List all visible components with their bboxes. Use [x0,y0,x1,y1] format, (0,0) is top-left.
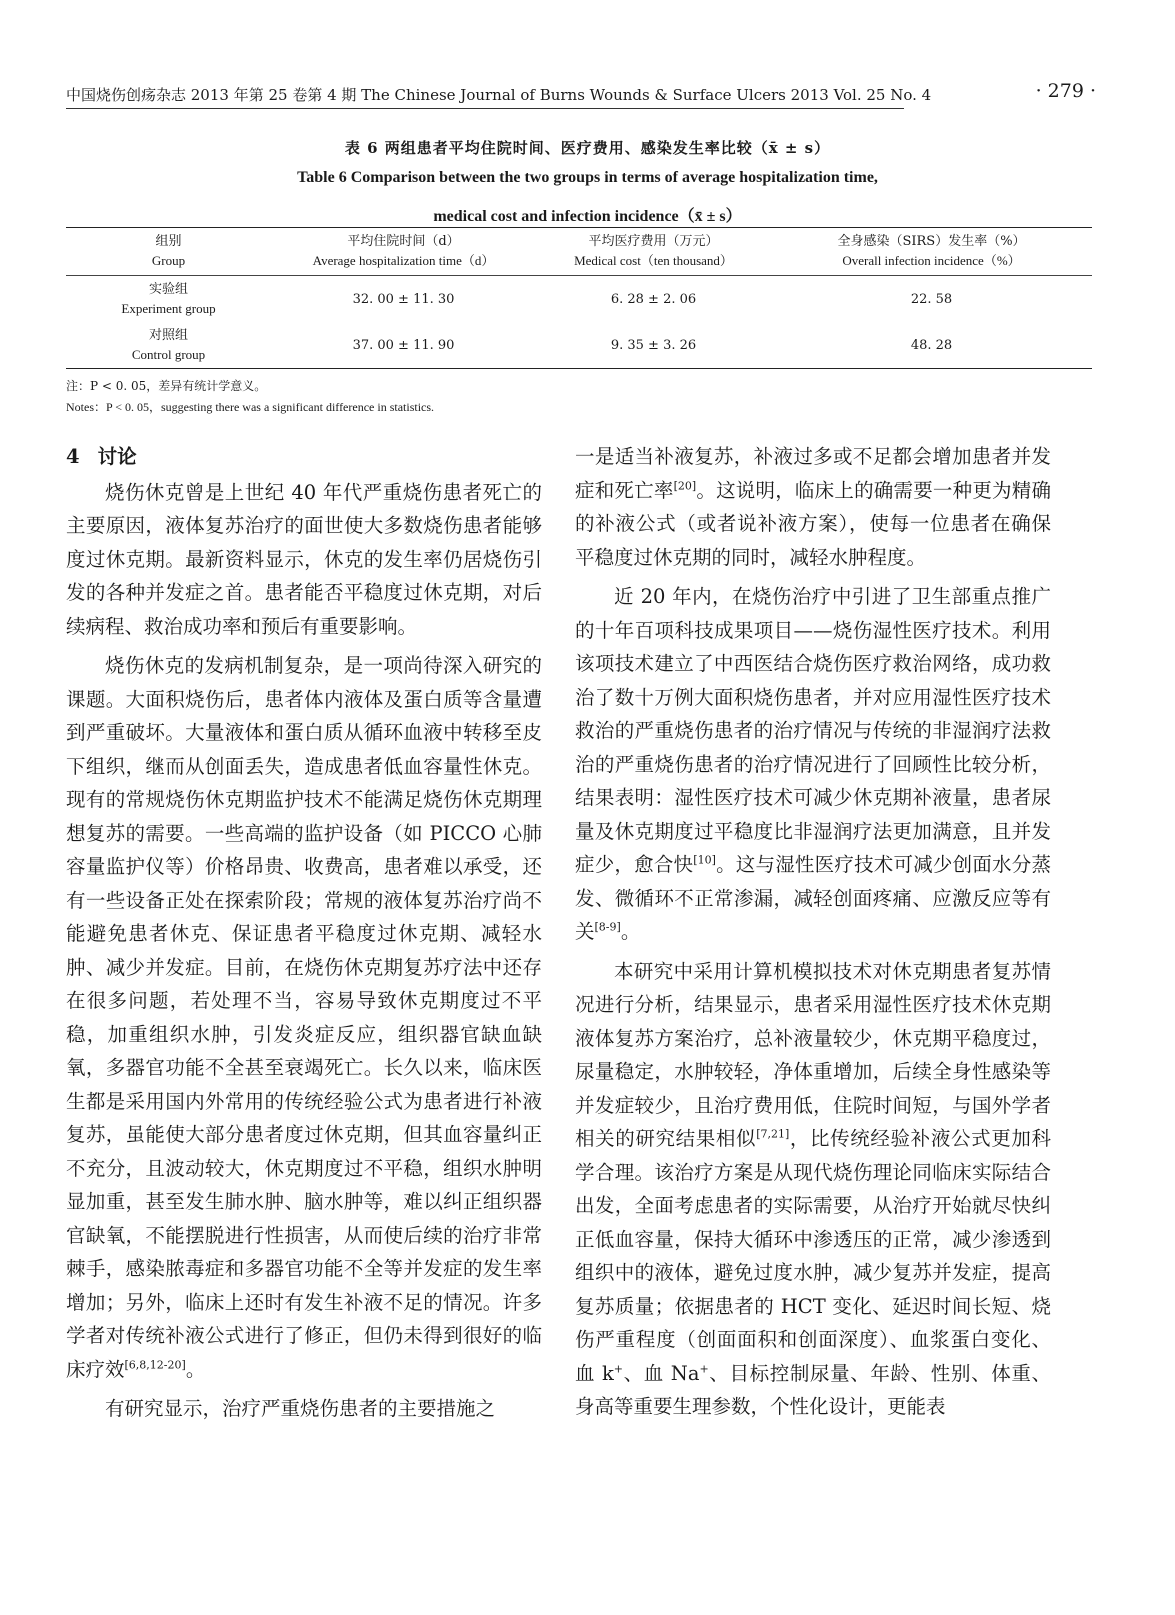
cell-group: 实验组 Experiment group [121,281,216,316]
paragraph: 本研究中采用计算机模拟技术对休克期患者复苏情况进行分析，结果显示，患者采用湿性医疗技术休克期液体复苏方案治疗，总补液量较少，休克期平稳度过，尿量稳定，水肿较轻，净体重增加，后续全身性感染等并发症较少，且治疗费用低，住院时间短，与国外学者相关的研究结果相似[7,21]，比传统经验补液公式更加科学合理。该治疗方案是从现代烧伤理论同临床实际结合出发，全面考虑患者的实际需要，从治疗开始就尽快纠正低血容量，保持大循环中渗透压的正常，减少渗透到组织中的液体，避免过度水肿，减少复苏并发症，提高复苏质量；依据患者的 HCT 变化、延迟时间长短、烧伤严重程度（创面面积和创面深度）、血浆蛋白变化、血 k+、血 Na+、目标控制尿量、年龄、性别、体重、身高等重要生理参数，个性化设计，更能表 [575,959,1051,1418]
journal-header-text: 中国烧伤创疡杂志 2013 年第 25 卷第 4 期 The Chinese Journal of Burns Wounds & Surface Ulcers 2013 Vol. 25 No. 4 [66,86,932,104]
paragraph: 烧伤休克曾是上世纪 40 年代严重烧伤患者死亡的主要原因，液体复苏治疗的面世使大多数烧伤患者能够度过休克期。最新资料显示，休克的发生率仍居烧伤引发的各种并发症之首。患者能否平稳度过休克期，对后续病程、救治成功率和预后有重要影响。 [66,480,542,638]
superscript-plus: + [613,1362,624,1375]
citation: [10] [693,853,716,867]
page-number: · 279 · [1035,80,1096,102]
citation: [7,21] [756,1127,790,1141]
table-header-row [66,228,1092,276]
paragraph: 近 20 年内，在烧伤治疗中引进了卫生部重点推广的十年百项科技成果项目——烧伤湿性医疗技术。利用该项技术建立了中西医结合烧伤医疗救治网络，成功救治了数十万例大面积烧伤患者，并对应用湿性医疗技术救治的严重烧伤患者的治疗情况与传统的非湿润疗法救治的严重烧伤患者的治疗情况进行了回顾性比较分析，结果表明：湿性医疗技术可减少休克期补液量，患者尿量及休克期度过平稳度比非湿润疗法更加满意，且并发症少，愈合快[10]。这与湿性医疗技术可减少创面水分蒸发、微循环不正常渗漏，减轻创面疼痛、应激反应等有关[8-9]。 [575,585,1051,943]
cell-hospitalization: 37. 00 ± 11. 90 [271,322,536,369]
cell-cost: 6. 28 ± 2. 06 [610,291,697,307]
paragraph: 一是适当补液复苏，补液过多或不足都会增加患者并发症和死亡率[20]。这说明，临床上的确需要一种更为精确的补液公式（或者说补液方案），使每一位患者在确保平稳度过休克期的同时，减轻水肿程度。 [575,445,1051,569]
cell-group: 对照组 Control group [66,322,271,369]
right-column [575,440,1051,1430]
table-caption-en-line1: Table 6 Comparison between the two groups in terms of average hospitalization time, [297,169,878,186]
column-header-cost: 平均医疗费用（万元） Medical cost（ten thousand） [536,228,771,276]
section-heading: 4 讨论 [66,445,137,468]
column-header-group: 组别 Group [66,228,271,276]
cell-infection: 22. 58 [910,291,953,307]
table-note-en: Notes：P < 0. 05，suggesting there was a significant difference in statistics. [66,400,435,414]
table-note-cn: 注：P < 0. 05，差异有统计学意义。 [66,379,267,393]
table-caption-en-line2: medical cost and infection incidence（x̄ ± s） [433,208,742,225]
table-caption-cn: 表 6 两组患者平均住院时间、医疗费用、感染发生率比较（x̄ ± s） [344,139,831,157]
table-row [66,276,1092,323]
paragraph: 烧伤休克的发病机制复杂，是一项尚待深入研究的课题。大面积烧伤后，患者体内液体及蛋白质等含量遭到严重破坏。大量液体和蛋白质从循环血液中转移至皮下组织，继而从创面丢失，造成患者低血容量性休克。现有的常规烧伤休克期监护技术不能满足烧伤休克期理想复苏的需要。一些高端的监护设备（如 PICCO 心肺容量监护仪等）价格昂贵、收费高，患者难以承受，还有一些设备正处在探索阶段；常规的液体复苏治疗尚不能避免患者休克、保证患者平稳度过休克期、减轻水肿、减少并发症。目前，在烧伤休克期复苏疗法中还存在很多问题，若处理不当，容易导致休克期度过不平稳，加重组织水肿，引发炎症反应，组织器官缺血缺氧，多器官功能不全甚至衰竭死亡。长久以来，临床医生都是采用国内外常用的传统经验公式为患者进行补液复苏，虽能使大部分患者度过休克期，但其血容量纠正不充分，且波动较大，休克期度过不平稳，组织水肿明显加重，甚至发生肺水肿、脑水肿等，难以纠正组织器官缺氧，不能摆脱进行性损害，从而使后续的治疗非常棘手，感染脓毒症和多器官功能不全等并发症的发生率增加；另外，临床上还时有发生补液不足的情况。许多学者对传统补液公式进行了修正，但仍未得到很好的临床疗效[6,8,12-20]。 [66,654,542,1381]
cell-cost: 9. 35 ± 3. 26 [536,322,771,369]
running-header [66,80,1096,108]
left-column [66,440,542,1432]
paragraph: 有研究显示，治疗严重烧伤患者的主要措施之 [105,1397,496,1420]
column-header-hospitalization: 平均住院时间（d） Average hospitalization time（d） [271,228,536,276]
cell-infection: 48. 28 [771,322,1092,369]
header-rule [66,108,904,109]
superscript-plus: + [699,1362,709,1375]
citation: [6,8,12-20] [124,1358,186,1371]
results-table [66,227,1092,369]
cell-hospitalization: 32. 00 ± 11. 30 [352,291,455,307]
citation: [8-9] [594,920,621,934]
table-row [66,322,1092,369]
column-header-infection: 全身感染（SIRS）发生率（%） Overall infection incidence（%） [771,228,1092,276]
citation: [20] [673,479,697,492]
